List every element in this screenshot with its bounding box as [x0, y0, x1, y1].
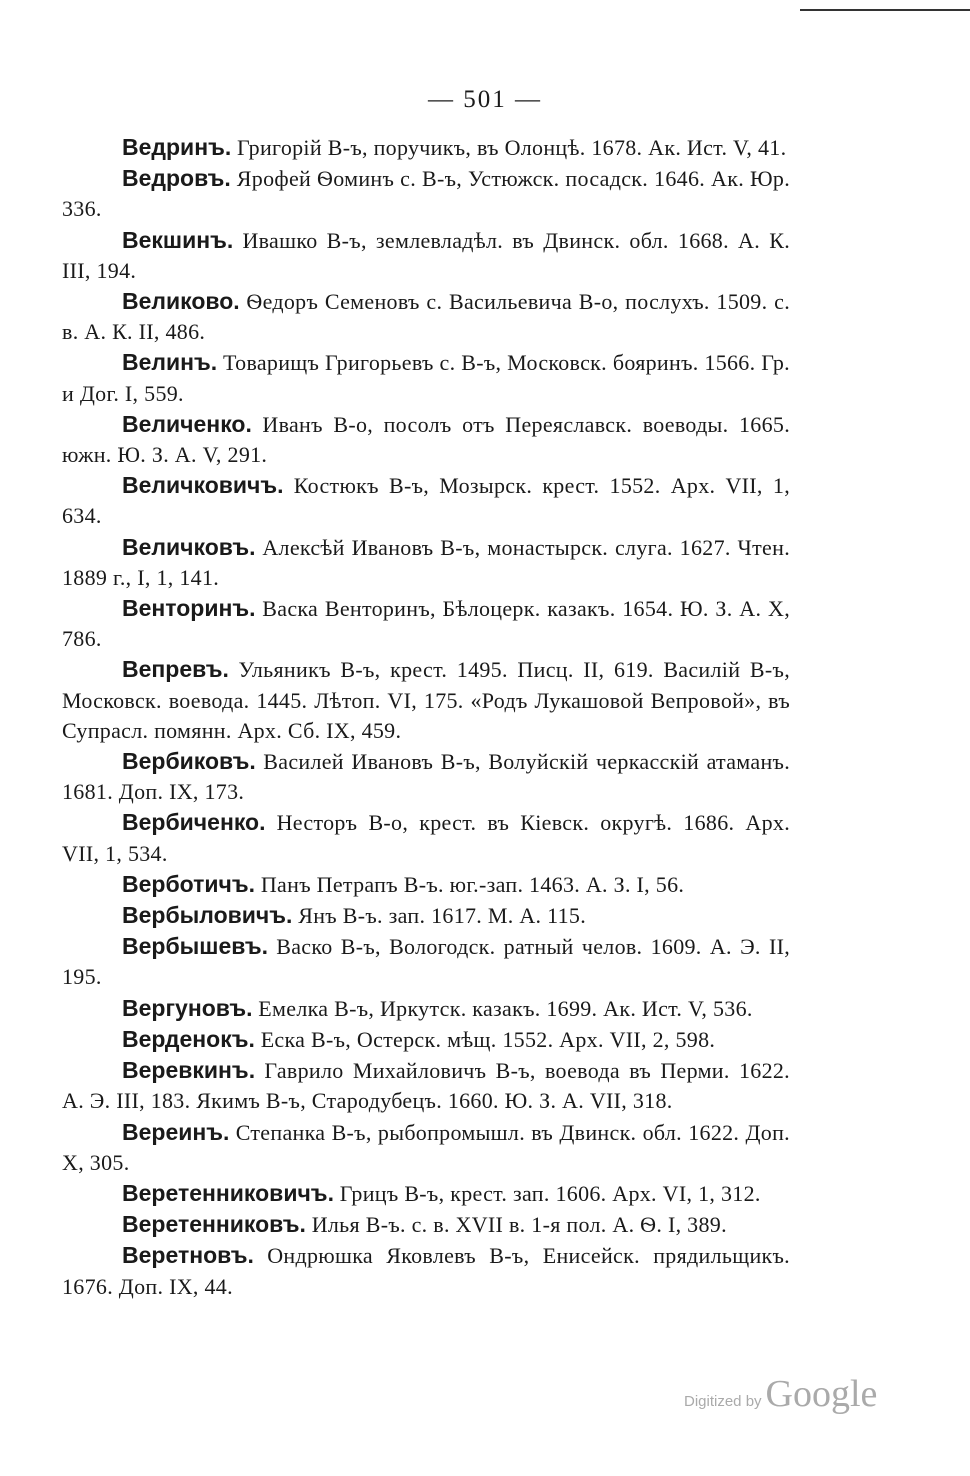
- dictionary-entry: [62, 1209, 790, 1240]
- entry-text: Товарищъ Григорьевъ с. В-ъ, Московск. бояринъ. 1566. Гр. и Дог. I, 559.: [62, 350, 790, 406]
- top-rule: [800, 9, 970, 11]
- entry-text: Степанка В-ъ, рыбопромышл. въ Двинск. обл. 1622. Доп. X, 305.: [62, 1119, 790, 1175]
- entry-headword: Великово.: [122, 288, 240, 315]
- entry-text: Гаврило Михайловичъ В-ъ, воевода въ Перми. 1622. А. Э. III, 183. Якимъ В-ъ, Стародубецъ. 1660. Ю. З. А. VII, 318.: [62, 1058, 790, 1114]
- dictionary-entry: [62, 1024, 790, 1055]
- entry-text: Панъ Петрапъ В-ъ. юг.-зап. 1463. А. З. I, 56.: [255, 871, 685, 897]
- dictionary-entry: [62, 931, 790, 992]
- entry-headword: Веретенниковъ.: [122, 1211, 306, 1238]
- watermark-digitized-label: Digitized by: [684, 1393, 762, 1410]
- entry-headword: Ведровъ.: [122, 165, 231, 192]
- dictionary-entry: [62, 993, 790, 1024]
- watermark-google-logo: Google: [765, 1373, 878, 1415]
- entry-headword: Верденокъ.: [122, 1025, 255, 1052]
- entry-headword: Ведринъ.: [122, 134, 232, 160]
- page-number: — 501 —: [428, 86, 542, 113]
- entry-text: Григорій В-ъ, поручикъ, въ Олонцѣ. 1678. Ак. Ист. V, 41.: [231, 135, 787, 160]
- entry-text: Василей Ивановъ В-ъ, Волуйскій черкасскій атаманъ. 1681. Доп. IX, 173.: [62, 749, 790, 805]
- entries-list: [62, 132, 790, 1302]
- entry-headword: Венторинъ.: [122, 595, 256, 622]
- dictionary-entry: [62, 409, 790, 470]
- entry-text: Васко В-ъ, Вологодск. ратный челов. 1609. А. Э. II, 195.: [62, 934, 790, 990]
- dictionary-entry: [62, 1055, 790, 1116]
- entry-headword: Велинъ.: [122, 349, 218, 376]
- dictionary-entry: [62, 286, 790, 347]
- dictionary-entry: [62, 807, 790, 868]
- entry-headword: Вепревъ.: [122, 656, 229, 683]
- entry-text: Янъ В-ъ. зап. 1617. М. А. 115.: [292, 903, 587, 929]
- entry-text: Ярофей Ѳоминъ с. В-ъ, Устюжск. посадск. 1646. Ак. Юр. 336.: [62, 166, 790, 222]
- dictionary-entry: [62, 1178, 790, 1209]
- entry-text: Ондрюшка Яковлевъ В-ъ, Енисейск. прядильщикъ. 1676. Доп. IX, 44.: [62, 1243, 790, 1299]
- dictionary-entry: [62, 132, 790, 163]
- entry-text: Емелка В-ъ, Иркутск. казакъ. 1699. Ак. Ист. V, 536.: [252, 995, 753, 1021]
- entry-text: Алексѣй Ивановъ В-ъ, монастырск. слуга. 1627. Чтен. 1889 г., I, 1, 141.: [62, 534, 790, 590]
- dictionary-entry: [62, 532, 790, 593]
- entry-headword: Верботичъ.: [122, 870, 256, 897]
- entry-headword: Вергуновъ.: [122, 994, 253, 1021]
- entry-headword: Величковъ.: [122, 533, 256, 560]
- entry-text: Васка Венторинъ, Бѣлоцерк. казакъ. 1654. Ю. З. А. X, 786.: [62, 596, 790, 652]
- entry-text: Ульяникъ В-ъ, крест. 1495. Писц. II, 619. Василій В-ъ, Московск. воевода. 1445. Лѣтоп. VI, 175. «Родъ Лукашовой Вепровой», въ Супрасл. помянн. Арх. Сб. IX, 459.: [62, 657, 790, 743]
- dictionary-entry: [62, 470, 790, 531]
- dictionary-entry: [62, 1240, 790, 1301]
- google-watermark: [684, 1372, 877, 1416]
- dictionary-entry: [62, 869, 790, 900]
- dictionary-entry: [62, 593, 790, 654]
- dictionary-entry: [62, 746, 790, 807]
- entry-headword: Вербиченко.: [122, 809, 266, 836]
- entry-text: Ѳедоръ Семеновъ с. Васильевича В-о, послухъ. 1509. с. в. А. К. II, 486.: [62, 289, 790, 345]
- entry-text: Несторъ В-о, крест. въ Кіевск. округѣ. 1686. Арх. VII, 1, 534.: [62, 810, 790, 866]
- entry-headword: Вереинъ.: [122, 1118, 230, 1145]
- entry-text: Илья В-ъ. с. в. XVII в. 1-я пол. А. Ѳ. I, 389.: [305, 1212, 727, 1238]
- dictionary-entry: [62, 654, 790, 746]
- entry-headword: Величенко.: [122, 410, 252, 437]
- entry-text: Грицъ В-ъ, крест. зап. 1606. Арх. VI, 1, 312.: [333, 1180, 761, 1206]
- entry-text: Еска В-ъ, Остерск. мѣщ. 1552. Арх. VII, 2, 598.: [254, 1026, 716, 1052]
- entry-text: Иванъ В-о, посолъ отъ Переяславск. воеводы. 1665. южн. Ю. З. А. V, 291.: [62, 411, 790, 468]
- entry-headword: Веретновъ.: [122, 1242, 254, 1269]
- entry-headword: Вербиковъ.: [122, 748, 256, 775]
- entry-headword: Векшинъ.: [122, 226, 234, 253]
- entry-headword: Величковичъ.: [122, 472, 284, 499]
- entry-text: Ивашко В-ъ, землевладѣл. въ Двинск. обл. 1668. А. К. III, 194.: [62, 227, 790, 283]
- dictionary-entry: [62, 1117, 790, 1178]
- dictionary-entry: [62, 347, 790, 408]
- entry-headword: Вербыловичъ.: [122, 902, 293, 929]
- dictionary-entry: [62, 900, 790, 931]
- dictionary-entry: [62, 225, 790, 286]
- entry-headword: Веревкинъ.: [122, 1057, 256, 1084]
- entry-headword: Веретенниковичъ.: [122, 1179, 334, 1206]
- dictionary-entry: [62, 163, 790, 224]
- entry-headword: Вербышевъ.: [122, 933, 268, 960]
- entry-text: Костюкъ В-ъ, Мозырск. крест. 1552. Арх. VII, 1, 634.: [62, 473, 790, 529]
